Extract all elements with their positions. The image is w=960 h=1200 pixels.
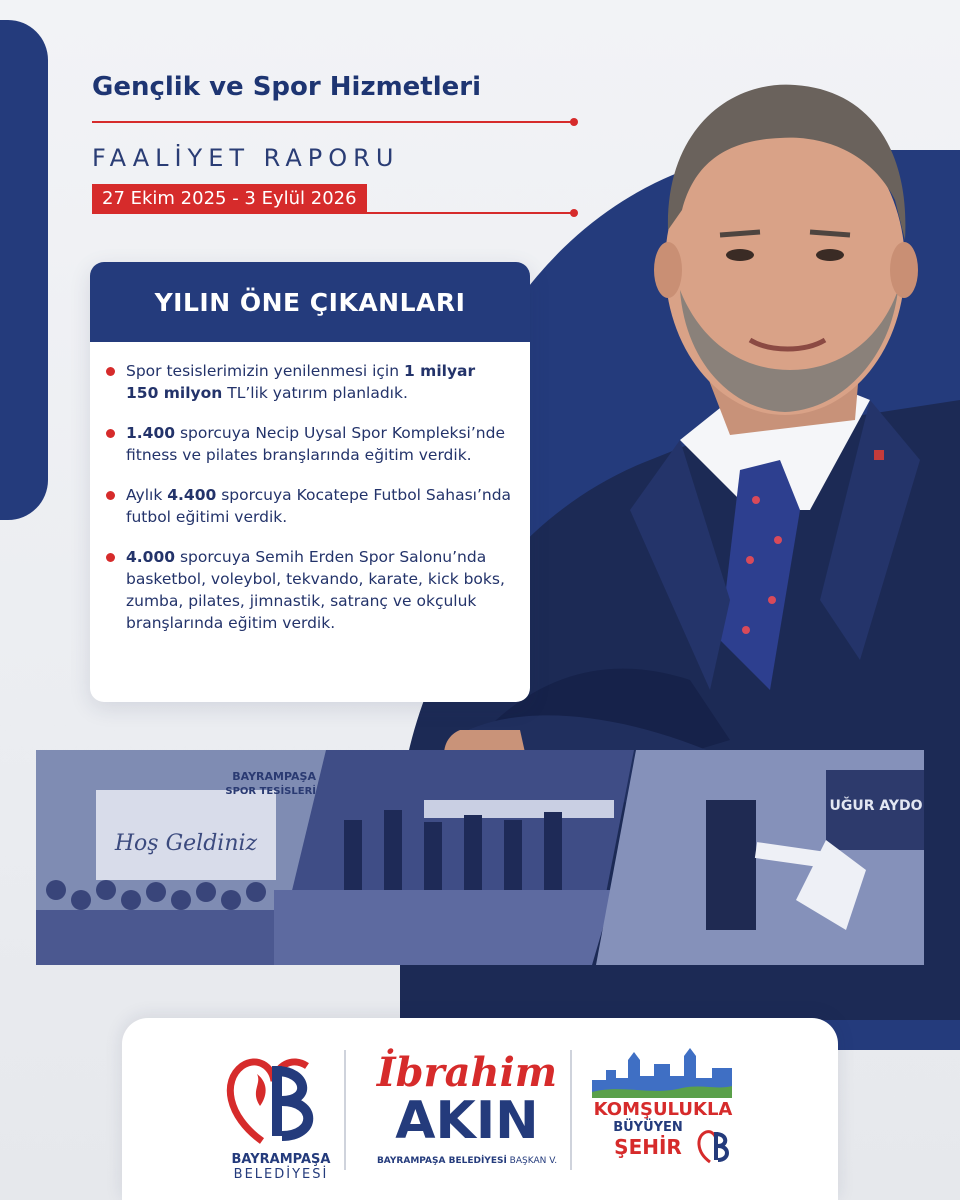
logo3-line1: KOMŞULUKLA: [593, 1099, 733, 1120]
highlights-heading: YILIN ÖNE ÇIKANLARI: [90, 262, 530, 342]
bullet-dot-icon: [106, 429, 115, 438]
item-text: Spor tesislerimizin yenilenmesi için: [126, 362, 404, 380]
report-subtitle: FAALİYET RAPORU: [92, 144, 400, 172]
logo3-line2: BÜYÜYEN: [613, 1120, 683, 1135]
date-underline-dot: [570, 209, 578, 217]
item-highlight: 1.400: [126, 424, 176, 442]
highlights-list: [90, 342, 530, 634]
highlights-card: [90, 262, 530, 702]
item-highlight: 1 milyar 150 milyon: [126, 362, 476, 402]
ibrahim-akin-logo: [362, 1049, 572, 1166]
date-underline: [92, 212, 572, 214]
photo-strip: [36, 750, 924, 965]
item-text: TL’lik yatırım planladık.: [222, 384, 408, 402]
divider: [344, 1050, 346, 1170]
kickboxing-photo: [596, 750, 924, 965]
bullet-dot-icon: [106, 367, 115, 376]
underline-dot: [570, 118, 578, 126]
wall-text: UĞUR AYDO: [829, 798, 923, 814]
item-text: sporcuya Kocatepe Futbol Sahası’nda futbol eğitimi verdik.: [126, 486, 512, 526]
banner-sub-text: SPOR TESİSLERİ: [225, 786, 316, 797]
logo2-caption-rest: BAŞKAN V.: [506, 1156, 558, 1166]
small-municipality-logo-icon: [696, 1126, 732, 1164]
item-highlight: 4.400: [167, 486, 217, 504]
logo1-line1: BAYRAMPAŞA: [231, 1152, 331, 1167]
list-item: [112, 422, 512, 466]
item-text: Aylık: [126, 486, 168, 504]
city-skyline-icon: [592, 1048, 732, 1098]
date-range-badge: 27 Ekim 2025 - 3 Eylül 2026: [92, 184, 367, 214]
divider: [570, 1050, 572, 1170]
logo1-line2: BELEDİYESİ: [233, 1167, 329, 1182]
item-text: sporcuya Semih Erden Spor Salonu’nda basketbol, voleybol, tekvando, karate, kick boks, zumba, pilates, jimnastik, satranç ve okçuluk branşlarında eğitim verdik.: [126, 548, 505, 632]
left-decorative-bar: [0, 20, 48, 520]
logo2-last-name: AKIN: [395, 1091, 539, 1151]
banner-top-text: BAYRAMPAŞA: [232, 770, 316, 783]
list-item: [112, 484, 512, 528]
logo3-line3: ŞEHİR: [614, 1135, 682, 1159]
logo2-first-name: İbrahim: [376, 1049, 558, 1096]
welcome-banner-text: Hoş Geldiniz: [114, 831, 258, 856]
list-item: [112, 546, 512, 634]
title-underline: [92, 121, 572, 123]
page-title: Gençlik ve Spor Hizmetleri: [92, 72, 482, 102]
logo2-caption-bold: BAYRAMPAŞA BELEDİYESİ: [376, 1156, 507, 1166]
item-highlight: 4.000: [126, 548, 176, 566]
item-text: sporcuya Necip Uysal Spor Kompleksi’nde fitness ve pilates branşlarında eğitim verdik.: [126, 424, 505, 464]
logo2-caption: [362, 1156, 572, 1166]
volleyball-photo: [274, 750, 634, 965]
bullet-dot-icon: [106, 553, 115, 562]
logo1-caption: [206, 1152, 356, 1182]
footer-logo-bar: [122, 1018, 838, 1200]
bullet-dot-icon: [106, 491, 115, 500]
bayrampasa-logo-icon: [222, 1046, 332, 1146]
list-item: [112, 360, 512, 404]
